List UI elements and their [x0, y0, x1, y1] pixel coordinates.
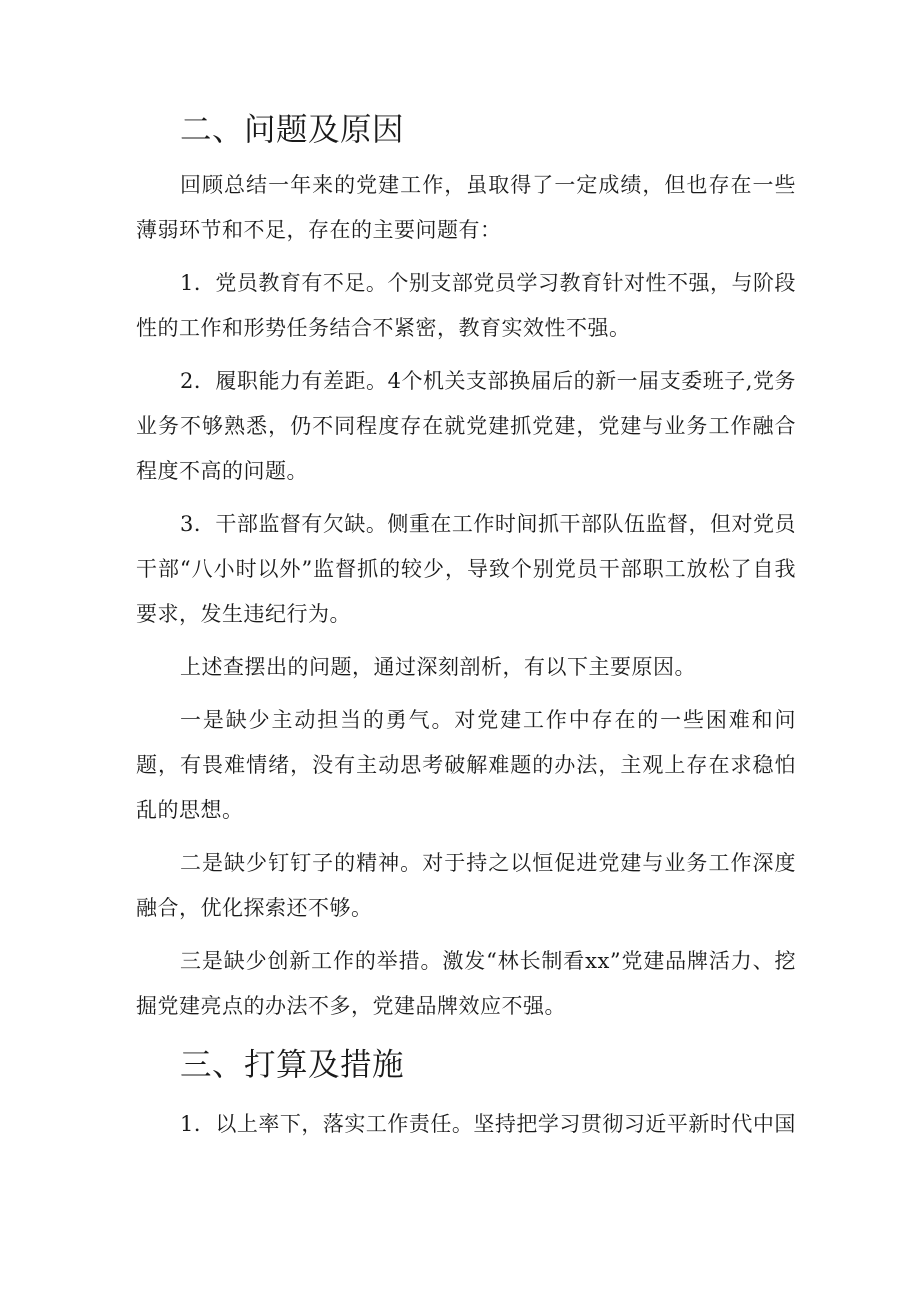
paragraph-intro: 回顾总结一年来的党建工作，虽取得了一定成绩，但也存在一些薄弱环节和不足，存在的主要问题有：	[136, 173, 796, 242]
paragraph-item-3: 3．干部监督有欠缺。侧重在工作时间抓干部队伍监督，但对党员干部“八小时以外”监督抓的较少，导致个别党员干部职工放松了自我要求，发生违纪行为。	[136, 512, 796, 626]
document-body	[136, 108, 796, 1147]
paragraph-measure-1: 1．以上率下，落实工作责任。坚持把学习贯彻习近平新时代中国	[180, 1112, 796, 1136]
paragraph-reason-1: 一是缺少主动担当的勇气。对党建工作中存在的一些困难和问题，有畏难情绪，没有主动思考破解难题的办法，主观上存在求稳怕乱的思想。	[136, 708, 796, 822]
paragraph-reasons-intro: 上述查摆出的问题，通过深刻剖析，有以下主要原因。	[180, 655, 696, 679]
paragraph-item-1: 1．党员教育有不足。个别支部党员学习教育针对性不强，与阶段性的工作和形势任务结合不紧密，教育实效性不强。	[136, 271, 796, 340]
paragraph-item-2: 2．履职能力有差距。4个机关支部换届后的新一届支委班子,党务业务不够熟悉，仍不同程度存在就党建抓党建，党建与业务工作融合程度不高的问题。	[136, 369, 796, 483]
section-heading-problems: 二、问题及原因	[180, 112, 405, 148]
paragraph-reason-3: 三是缺少创新工作的举措。激发“林长制看xx”党建品牌活力、挖掘党建亮点的办法不多，党建品牌效应不强。	[136, 949, 796, 1018]
section-heading-measures: 三、打算及措施	[180, 1047, 405, 1083]
paragraph-reason-2: 二是缺少钉钉子的精神。对于持之以恒促进党建与业务工作深度融合，优化探索还不够。	[136, 851, 796, 920]
